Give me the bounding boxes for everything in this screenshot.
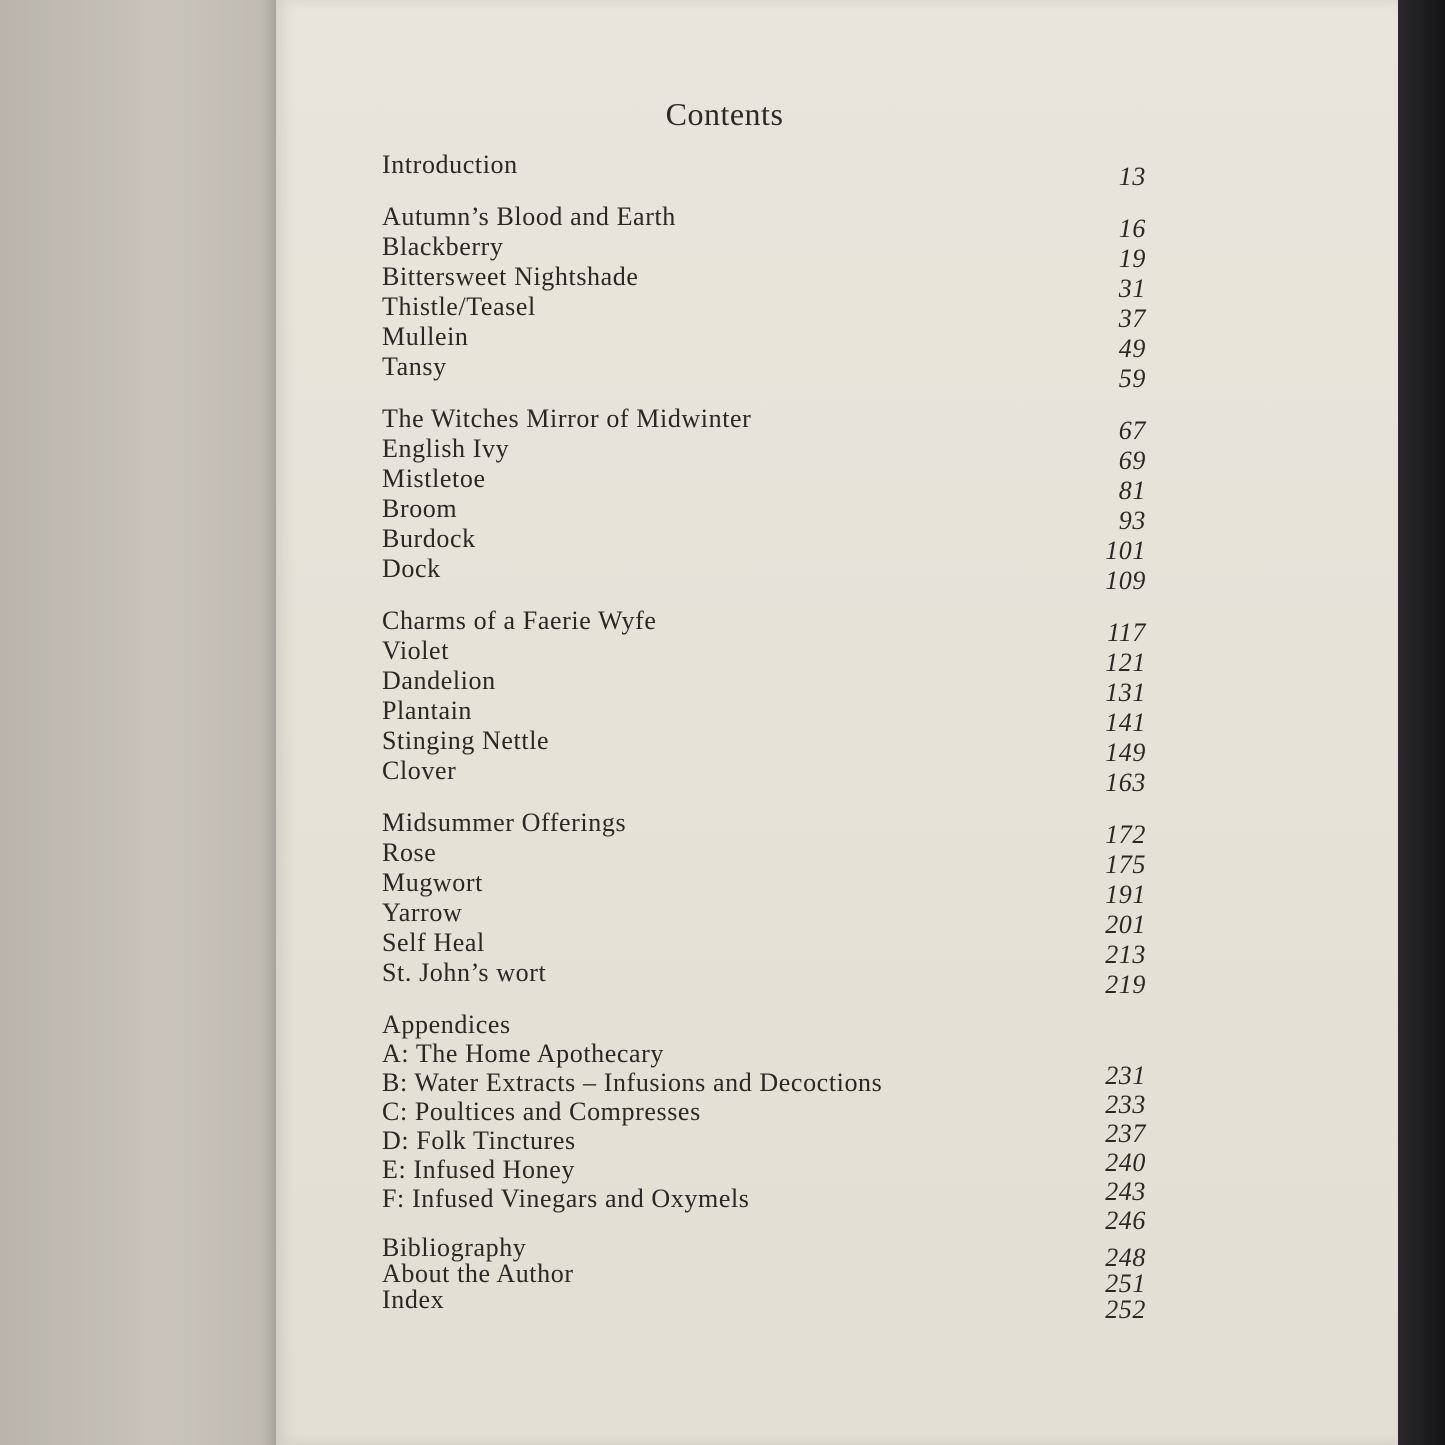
toc-entry-label: Mistletoe xyxy=(382,464,486,493)
toc-entry-page: 59 xyxy=(1118,364,1146,393)
toc-entry xyxy=(382,726,1152,767)
toc-entry-label: Introduction xyxy=(382,150,518,179)
toc-entry-label: Violet xyxy=(382,636,450,665)
toc-entry-page: 163 xyxy=(1105,768,1146,797)
toc-entry-label: Bittersweet Nightshade xyxy=(382,262,639,291)
toc-entry-label: Tansy xyxy=(382,352,447,381)
toc-entry-label: Stinging Nettle xyxy=(382,726,550,755)
toc-section-autumn xyxy=(382,202,1152,393)
toc-entry-page: 93 xyxy=(1118,506,1146,535)
toc-entry-page: 175 xyxy=(1105,850,1146,879)
toc-entry-label: Mullein xyxy=(382,322,469,351)
toc-entry-label: Appendices xyxy=(382,1010,511,1039)
toc-entry xyxy=(382,202,1152,243)
toc-entry-page: 240 xyxy=(1105,1148,1146,1177)
toc-entry-page: 81 xyxy=(1118,476,1146,505)
toc-entry-label: St. John’s wort xyxy=(382,958,547,987)
toc-section-faerie xyxy=(382,606,1152,797)
toc-entry xyxy=(382,808,1152,849)
toc-entry-page: 231 xyxy=(1105,1061,1146,1090)
toc-entry xyxy=(382,554,1152,595)
table-of-contents xyxy=(382,150,1152,1335)
toc-entry-label: Burdock xyxy=(382,524,476,553)
toc-entry xyxy=(382,232,1152,273)
toc-entry-page: 191 xyxy=(1105,880,1146,909)
toc-entry-label: English Ivy xyxy=(382,434,510,463)
toc-entry-page: 149 xyxy=(1105,738,1146,767)
toc-entry-page: 252 xyxy=(1105,1295,1146,1324)
toc-entry-label: The Witches Mirror of Midwinter xyxy=(382,404,752,433)
page-title: Contents xyxy=(665,96,784,132)
toc-entry-page: 31 xyxy=(1118,274,1146,303)
toc-section-midsummer xyxy=(382,808,1152,999)
left-page xyxy=(0,0,276,1445)
toc-entry-page: 201 xyxy=(1105,910,1146,939)
toc-entry-page: 141 xyxy=(1105,708,1146,737)
toc-entry-page: 37 xyxy=(1118,304,1146,333)
toc-entry-page: 109 xyxy=(1105,566,1146,595)
toc-entry-page: 243 xyxy=(1105,1177,1146,1206)
toc-entry xyxy=(382,322,1152,363)
toc-entry xyxy=(382,756,1152,797)
toc-entry-label: Self Heal xyxy=(382,928,485,957)
toc-entry-label: D: Folk Tinctures xyxy=(382,1126,576,1155)
toc-entry xyxy=(382,928,1152,969)
toc-entry-label: About the Author xyxy=(382,1259,574,1288)
toc-entry-label: Charms of a Faerie Wyfe xyxy=(382,606,657,635)
toc-entry xyxy=(382,868,1152,909)
toc-entry-page: 246 xyxy=(1105,1206,1146,1235)
toc-entry-label: Index xyxy=(382,1285,445,1314)
toc-entry xyxy=(382,838,1152,879)
toc-entry xyxy=(382,434,1152,475)
toc-entry xyxy=(382,606,1152,647)
toc-entry-page: 213 xyxy=(1105,940,1146,969)
toc-entry-label: Rose xyxy=(382,838,437,867)
toc-entry xyxy=(382,150,1152,191)
background-edge xyxy=(1398,0,1445,1445)
toc-entry-page: 233 xyxy=(1105,1090,1146,1119)
toc-entry xyxy=(382,898,1152,939)
toc-entry-label: A: The Home Apothecary xyxy=(382,1039,665,1068)
toc-entry-label: F: Infused Vinegars and Oxymels xyxy=(382,1184,750,1213)
toc-entry-label: C: Poultices and Compresses xyxy=(382,1097,701,1126)
toc-section-midwinter xyxy=(382,404,1152,595)
toc-entry-page: 69 xyxy=(1118,446,1146,475)
toc-entry xyxy=(382,262,1152,303)
toc-entry xyxy=(382,464,1152,505)
toc-entry-page: 248 xyxy=(1105,1243,1146,1272)
toc-section-introduction xyxy=(382,150,1152,191)
toc-entry xyxy=(382,1184,1152,1235)
toc-entry xyxy=(382,696,1152,737)
toc-entry-page: 16 xyxy=(1118,214,1146,243)
toc-entry xyxy=(382,666,1152,707)
toc-entry-page: 121 xyxy=(1105,648,1146,677)
toc-entry-label: Broom xyxy=(382,494,458,523)
toc-entry xyxy=(382,404,1152,445)
toc-entry xyxy=(382,958,1152,999)
toc-entry-page: 101 xyxy=(1105,536,1146,565)
toc-entry-label: B: Water Extracts – Infusions and Decoctions xyxy=(382,1068,883,1097)
toc-section-appendices xyxy=(382,1010,1152,1235)
toc-entry-label: Bibliography xyxy=(382,1233,527,1262)
toc-entry-label: Dock xyxy=(382,554,441,583)
toc-section-back-matter xyxy=(382,1233,1152,1324)
toc-entry-page: 131 xyxy=(1105,678,1146,707)
toc-entry xyxy=(382,1259,1152,1298)
toc-entry-label: E: Infused Honey xyxy=(382,1155,575,1184)
toc-entry-page: 49 xyxy=(1118,334,1146,363)
toc-entry-page: 19 xyxy=(1118,244,1146,273)
toc-entry xyxy=(382,1285,1152,1324)
toc-entry xyxy=(382,352,1152,393)
toc-entry xyxy=(382,636,1152,677)
toc-entry-label: Plantain xyxy=(382,696,473,725)
toc-entry-label: Yarrow xyxy=(382,898,463,927)
toc-section-heading xyxy=(382,1010,1152,1039)
toc-entry-page: 117 xyxy=(1107,618,1146,647)
toc-entry-label: Clover xyxy=(382,756,457,785)
toc-entry-page: 237 xyxy=(1105,1119,1146,1148)
toc-entry xyxy=(382,292,1152,333)
toc-entry-label: Dandelion xyxy=(382,666,496,695)
toc-entry-page: 67 xyxy=(1118,416,1146,445)
toc-entry-page: 172 xyxy=(1105,820,1146,849)
toc-entry xyxy=(382,1233,1152,1272)
toc-entry-label: Thistle/Teasel xyxy=(382,292,536,321)
toc-entry-label: Autumn’s Blood and Earth xyxy=(382,202,676,231)
toc-entry-label: Midsummer Offerings xyxy=(382,808,627,837)
toc-entry-page: 13 xyxy=(1118,162,1146,191)
toc-entry xyxy=(382,524,1152,565)
toc-entry xyxy=(382,494,1152,535)
toc-entry-label: Blackberry xyxy=(382,232,504,261)
toc-entry-label: Mugwort xyxy=(382,868,483,897)
toc-entry-page: 219 xyxy=(1105,970,1146,999)
toc-entry-page: 251 xyxy=(1105,1269,1146,1298)
